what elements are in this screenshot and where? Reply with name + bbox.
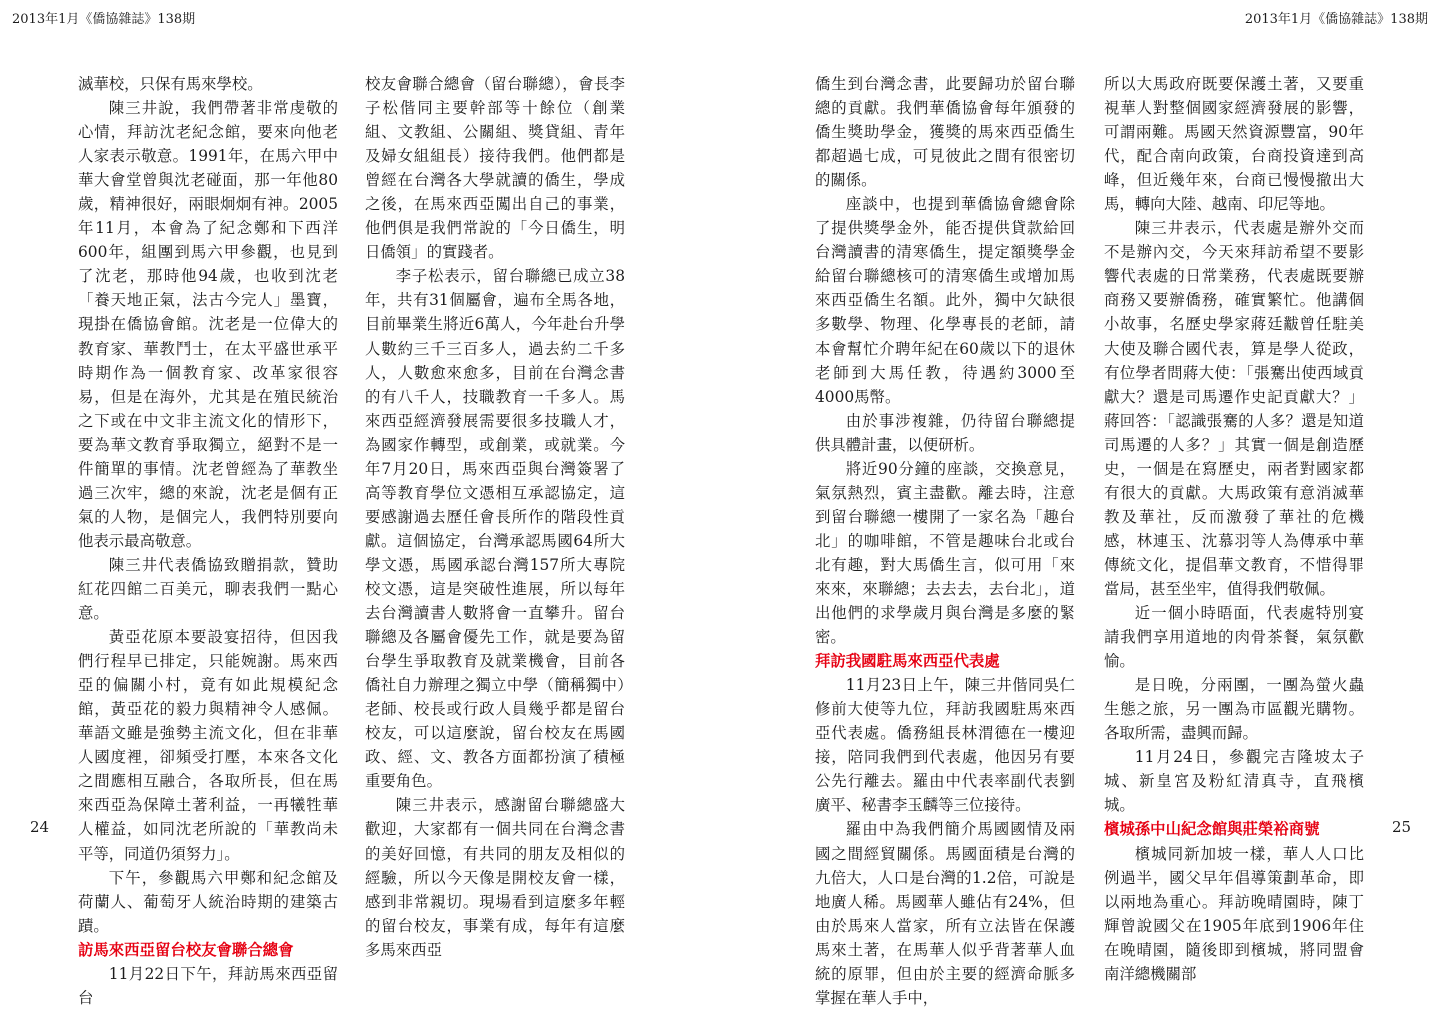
paragraph: 檳城同新加坡一樣，華人人口比例過半，國父早年倡導策劃革命，即以兩地為重心。拜訪晚晴園時，陳丁輝曾說國父在1905年底到1906年住在晚晴園，隨後即到檳城，將同盟會南洋總機關部 xyxy=(1104,844,1364,983)
running-header-right: 2013年1月《僑協雜誌》138期 xyxy=(1244,12,1428,27)
section-heading: 拜訪我國駐馬來西亞代表處 xyxy=(815,652,1000,671)
paragraph: 李子松表示，留台聯總已成立38年，共有31個屬會，遍布全馬各地，目前畢業生將近6萬人，今年赴台升學人數約三千三百多人，過去約二千多人，人數愈來愈多，目前在台灣念書的有八千人，技職教育一千多人。馬來西亞經濟發展需要很多技職人才，為國家作轉型，或創業，或就業。今年7月20日，馬來西亞與台灣簽署了高等教育學位文憑相互承認協定，這要感謝過去歷任會長所作的階段性貢獻。這個協定，台灣承認馬國64所大學文憑，馬國承認台灣157所大專院校文憑，這是突破性進展，所以每年去台灣讀書人數將會一直攀升。留台聯總及各屬會優先工作，就是要為留台學生爭取教育及就業機會，目前各僑社自力辦理之獨立中學（簡稱獨中）老師、校長或行政人員幾乎都是留台校友，可以這麼說，留台校友在馬國政、經、文、教各方面都扮演了積極重要角色。 xyxy=(365,267,625,791)
paragraph: 近一個小時晤面，代表處特別宴請我們享用道地的肉骨茶餐，氣氛歡愉。 xyxy=(1104,604,1364,671)
paragraph: 校友會聯合總會（留台聯總），會長李子松偕同主要幹部等十餘位（創業組、文教組、公關組、獎貸組、青年及婦女組組長）接待我們。他們都是曾經在台灣各大學就讀的僑生，學成之後，在馬來西亞闖出自己的事業，他們俱是我們常說的「今日僑生，明日僑領」的實踐者。 xyxy=(365,75,625,262)
paragraph: 11月23日上午，陳三井偕同吳仁修前大使等九位，拜訪我國駐馬來西亞代表處。僑務組長林渭德在一樓迎接，陪同我們到代表處，他因另有要公先行離去。羅由中代表率副代表劉廣平、秘書李玉麟等三位接待。 xyxy=(815,676,1075,815)
paragraph: 將近90分鐘的座談，交換意見，氣氛熱烈，賓主盡歡。離去時，注意到留台聯總一樓開了一家名為「趣台北」的咖啡館，不管是趣味台北或台北有趣，對大馬僑生言，似可用「來來來，來聯總；去去去，去台北」，道出他們的求學歲月與台灣是多麼的緊密。 xyxy=(815,459,1075,647)
page-number-left: 24 xyxy=(30,818,50,836)
paragraph: 黃亞花原本要設宴招待，但因我們行程早已排定，只能婉謝。馬來西亞的偏關小村，竟有如此規模紀念館，黃亞花的毅力與精神令人感佩。華語文雖是強勢主流文化，但在非華人國度裡，卻頻受打壓，本來各文化之間應相互融合，各取所長，但在馬來西亞為保障土著利益，一再犧牲華人權益，如同沈老所說的「華教尚未平等，同道仍須努力」。 xyxy=(78,628,338,863)
page-number-right: 25 xyxy=(1392,818,1412,836)
paragraph: 所以大馬政府既要保護土著，又要重視華人對整個國家經濟發展的影響，可謂兩難。馬國天然資源豐富，90年代，配合南向政策，台商投資達到高峰，但近幾年來，台商已慢慢撤出大馬，轉向大陸、越南、印尼等地。 xyxy=(1104,75,1364,214)
paragraph: 羅由中為我們簡介馬國國情及兩國之間經貿關係。馬國面積是台灣的九倍大，人口是台灣的1.2倍，可說是地廣人稀。馬國華人雖佔有24%，但由於馬來人當家，所有立法皆在保護馬來土著，在馬華人似乎背著華人血統的原罪，但由於主要的經濟命脈多掌握在華人手中， xyxy=(815,820,1075,1007)
paragraph: 座談中，也提到華僑協會總會除了提供獎學金外，能否提供貸款給回台灣讀書的清寒僑生，提定額獎學金給留台聯總核可的清寒僑生或增加馬來西亞僑生名額。此外，獨中欠缺很多數學、物理、化學專長的老師，請本會幫忙介聘年紀在60歲以下的退休老師到大馬任教，待遇約3000至4000馬幣。 xyxy=(815,195,1075,406)
text-column-4 xyxy=(1104,72,1364,983)
paragraph: 僑生到台灣念書，此要歸功於留台聯總的貢獻。我們華僑協會每年頒發的僑生獎助學金，獲獎的馬來西亞僑生都超過七成，可見彼此之間有很密切的關係。 xyxy=(815,75,1075,190)
paragraph: 是日晚，分兩團，一團為螢火蟲生態之旅，另一團為市區觀光購物。各取所需，盡興而歸。 xyxy=(1104,676,1364,743)
paragraph: 陳三井表示，代表處是辦外交而不是辦內交，今天來拜訪希望不要影響代表處的日常業務，代表處既要辦商務又要辦僑務，確實繁忙。他講個小故事，名歷史學家蔣廷黻曾任駐美大使及聯合國代表，算是學人從政，有位學者問蔣大使：「張騫出使西域貢獻大？還是司馬遷作史記貢獻大？」蔣回答：「認識張騫的人多？還是知道司馬遷的人多？」其實一個是創造歷史，一個是在寫歷史，兩者對國家都有很大的貢獻。大馬政策有意消滅華教及華社，反而激發了華社的危機感，林連玉、沈慕羽等人為傳承中華傳統文化，提倡華文教育，不惜得罪當局，甚至坐牢，值得我們敬佩。 xyxy=(1104,219,1364,598)
paragraph: 11月24日，參觀完吉隆坡太子城、新皇宮及粉紅清真寺，直飛檳城。 xyxy=(1104,748,1364,815)
paragraph: 下午，參觀馬六甲鄭和紀念館及荷蘭人、葡萄牙人統治時期的建築古蹟。 xyxy=(78,868,338,935)
text-column-2 xyxy=(365,72,625,959)
paragraph: 陳三井說，我們帶著非常虔敬的心情，拜訪沈老紀念館，要來向他老人家表示敬意。1991年，在馬六甲中華大會堂曾與沈老碰面，那一年他80歲，精神很好，兩眼炯炯有神。2005年11月，本會為了紀念鄭和下西洋600年，組團到馬六甲參觀，也見到了沈老，那時他94歲，也收到沈老「養天地正氣，法古今完人」墨寶，現掛在僑協會館。沈老是一位偉大的教育家、華教鬥士，在太平盛世承平時期作為一個教育家、改革家很容易，但是在海外，尤其是在殖民統治之下或在中文非主流文化的情形下，要為華文教育爭取獨立，絕對不是一件簡單的事情。沈老曾經為了華教坐過三次牢，總的來說，沈老是個有正氣的人物，是個完人，我們特別要向他表示最高敬意。 xyxy=(78,99,338,550)
paragraph: 陳三井代表僑協致贈捐款，贊助紅花四館二百美元，聊表我們一點心意。 xyxy=(78,555,338,623)
text-column-1 xyxy=(78,72,338,1007)
running-header-left: 2013年1月《僑協雜誌》138期 xyxy=(12,12,196,27)
paragraph: 11月22日下午，拜訪馬來西亞留台 xyxy=(78,964,338,1007)
paragraph: 滅華校，只保有馬來學校。 xyxy=(78,75,263,93)
paragraph: 由於事涉複雜，仍待留台聯總提供具體計畫，以便研析。 xyxy=(815,411,1075,454)
text-column-3 xyxy=(815,72,1075,1007)
paragraph: 陳三井表示，感謝留台聯總盛大歡迎，大家都有一個共同在台灣念書的美好回憶，有共同的朋友及相似的經驗，所以今天像是開校友會一樣，感到非常親切。現場看到這麼多年輕的留台校友，事業有成，每年有這麼多馬來西亞 xyxy=(365,796,625,959)
section-heading: 訪馬來西亞留台校友會聯合總會 xyxy=(78,940,294,959)
section-heading: 檳城孫中山紀念館與莊榮裕商號 xyxy=(1104,820,1320,839)
